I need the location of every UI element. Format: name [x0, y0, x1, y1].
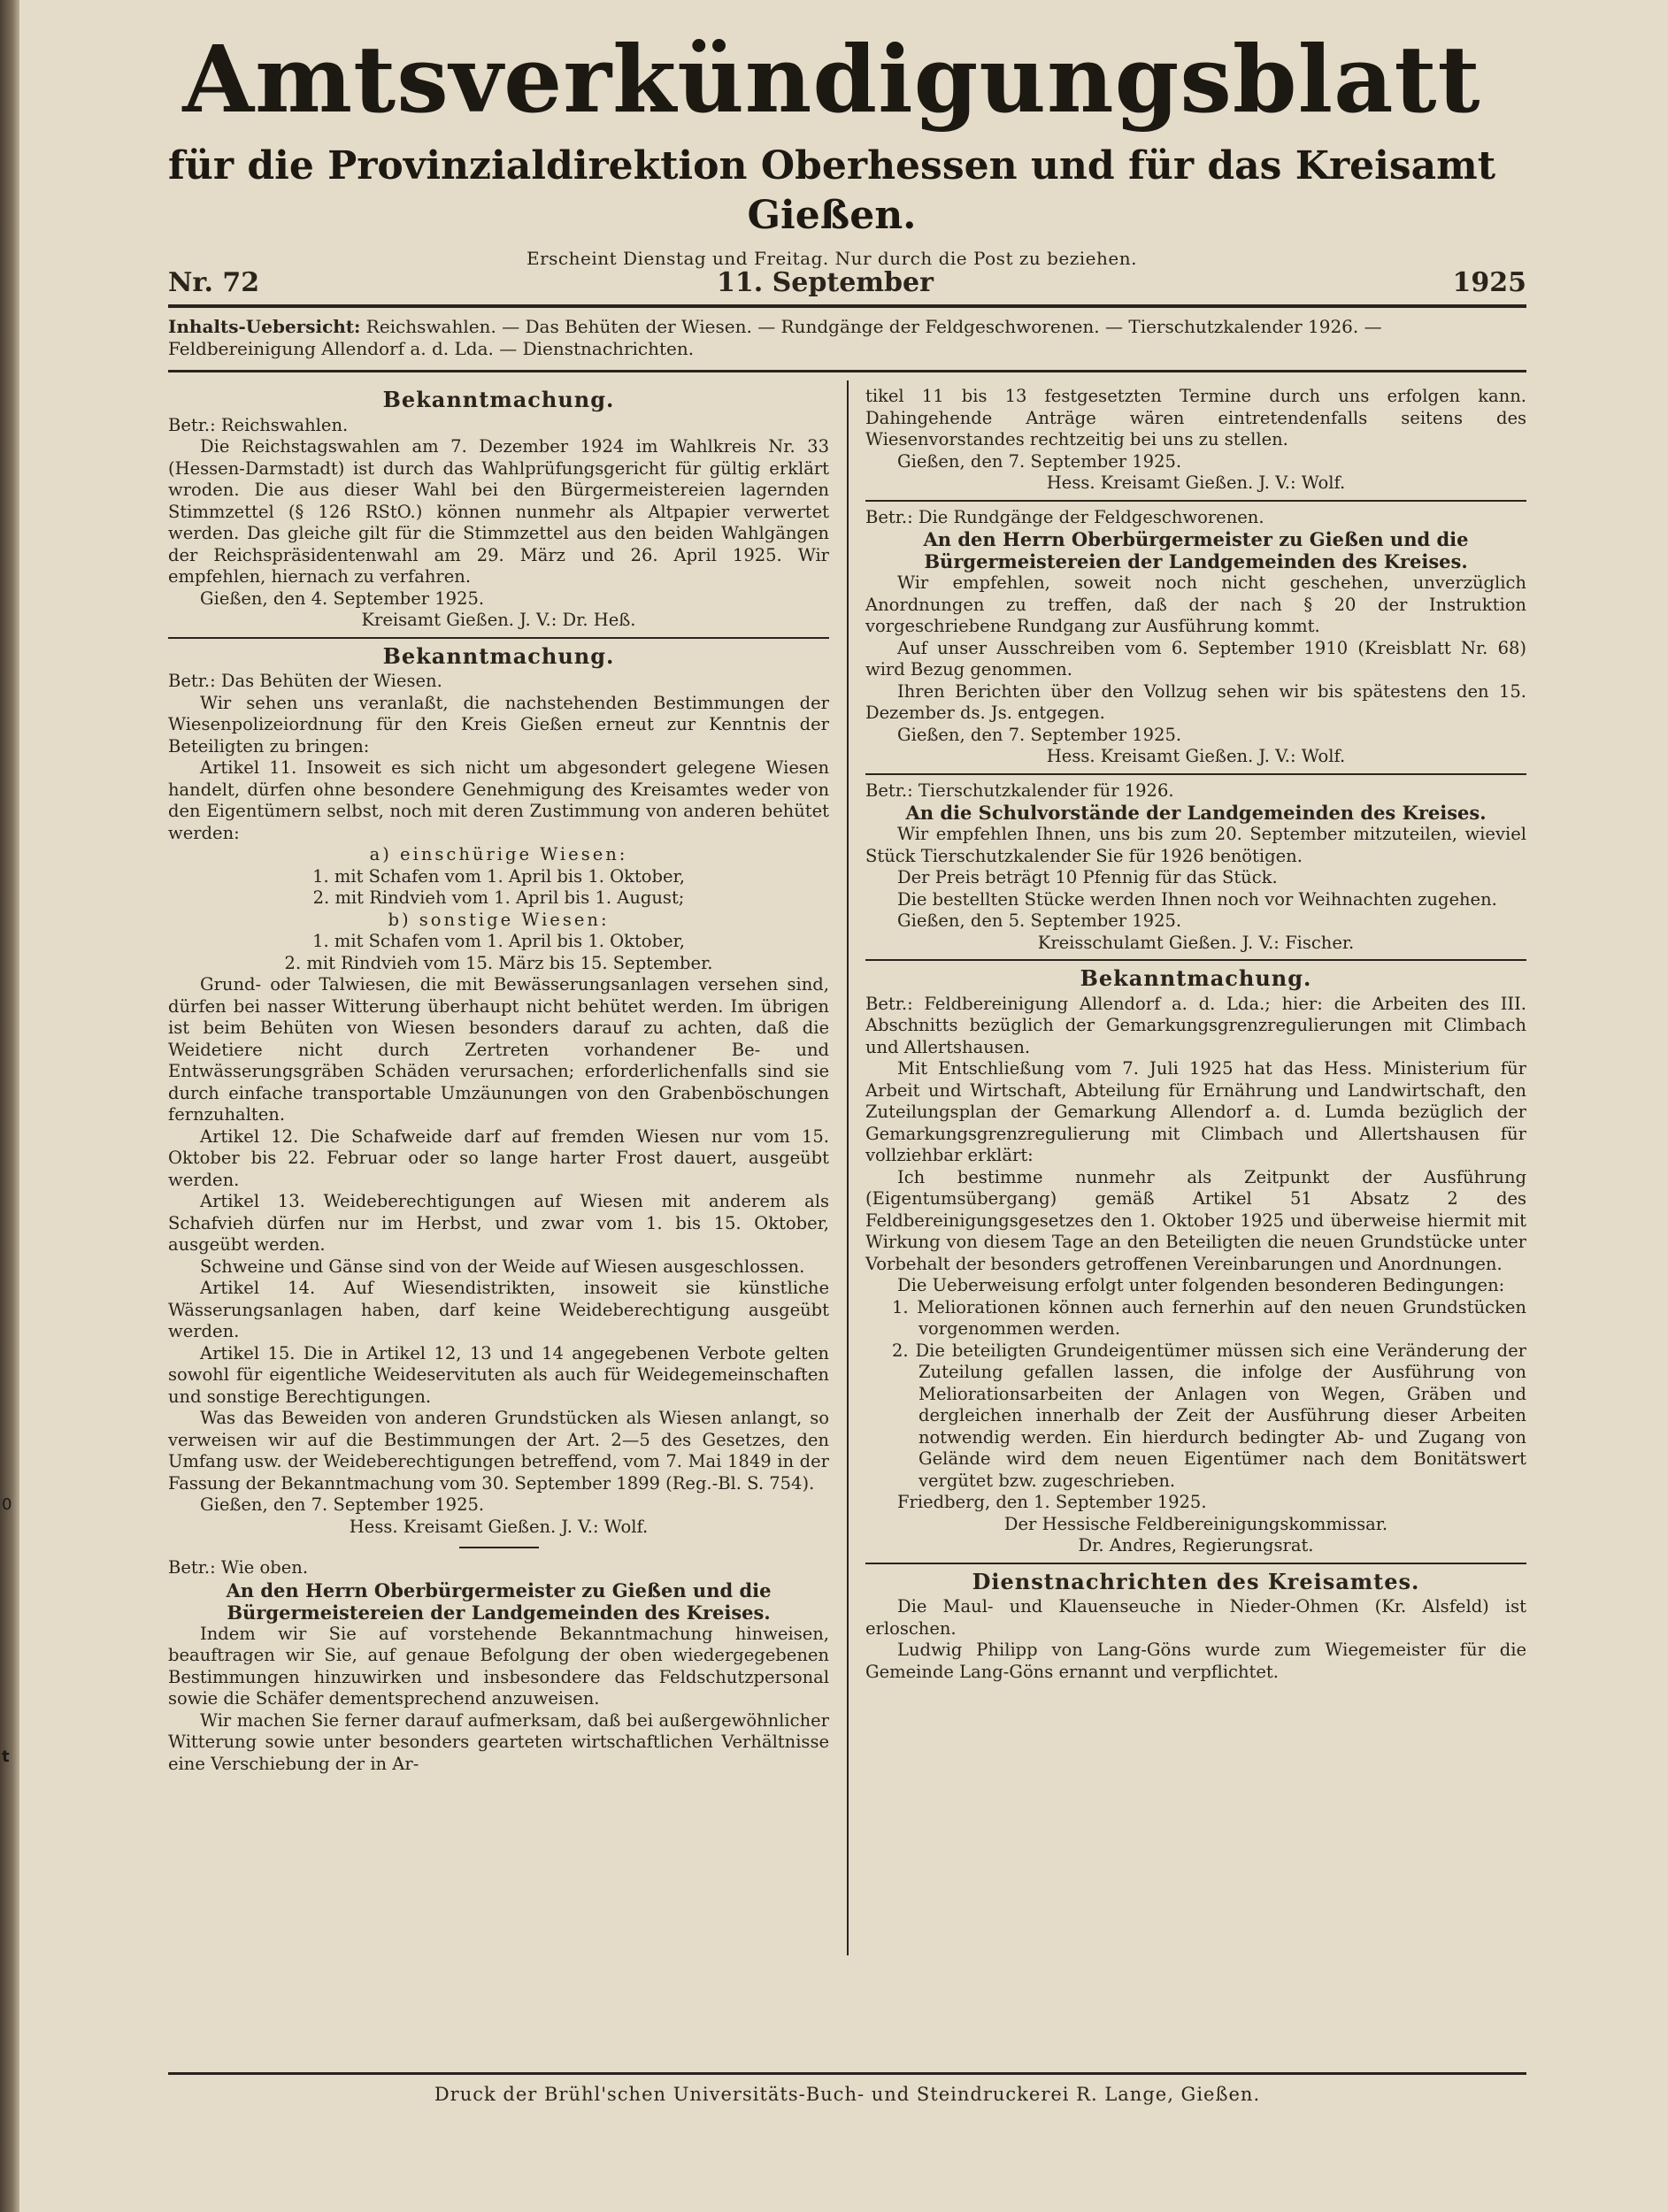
table-of-contents	[168, 316, 1526, 360]
book-spine	[0, 0, 19, 2212]
right-column	[865, 386, 1526, 1683]
paragraph: Der Preis beträgt 10 Pfennig für das Stück.	[897, 867, 1278, 887]
separator	[865, 773, 1526, 775]
newspaper-title: Amtsverkündigungsblatt	[182, 25, 1481, 134]
paragraph: Ihren Berichten über den Vollzug sehen wir bis spätestens den 15. Dezember ds. Js. entgegen.	[865, 680, 1526, 723]
list-item: 2. Die beteiligten Grundeigentümer müssen sich eine Veränderung der Zuteilung gefallen lassen, die infolge der Ausführung von Meliorationsarbeiten der Anlagen von Wegen, Gräben und dergleichen innerhalb der Zeit der Ausführung dieser Arbeiten notwendig werden. Ein hierdurch bedingter Ab- und Zugang von Gelände wird dem neuen Eigentümer nach dem Bonitätswert vergütet bzw. zugeschrieben.	[892, 1340, 1526, 1491]
paragraph: Wir sehen uns veranlaßt, die nachstehenden Bestimmungen der Wiesenpolizeiordnung für den Kreis Gießen erneut zur Kenntnis der Beteiligten zu bringen:	[168, 692, 829, 757]
signature: Dr. Andres, Regierungsrat.	[1078, 1535, 1314, 1555]
addressee: An die Schulvorstände der Landgemeinden des Kreises.	[905, 802, 1487, 824]
paragraph: Artikel 15. Die in Artikel 12, 13 und 14 angegebenen Verbote gelten sowohl für eigentliche Weideservituten als auch für Weidegemeinschaften und sonstige Berechtigungen.	[168, 1342, 829, 1407]
paragraph: Grund- oder Talwiesen, die mit Bewässerungsanlagen versehen sind, dürfen bei nasser Witterung überhaupt nicht behütet werden. Im übrigen ist beim Behüten von Wiesen besonders darauf zu achten, daß die Weidetiere nicht durch Zertreten vorhandener Be- und Entwässerungsgräben Schäden verursachen; erforderlichenfalls sind sie durch einfache transportable Umzäunungen von den Grabenböschungen fernzuhalten.	[168, 974, 829, 1125]
paragraph: Wir empfehlen, soweit noch nicht geschehen, unverzüglich Anordnungen zu treffen, daß der nach § 20 der Instruktion vorgeschriebene Rundgang zur Ausführung kommt.	[865, 572, 1526, 636]
subject-line: Betr.: Feldbereinigung Allendorf a. d. Lda.; hier: die Arbeiten des III. Abschnitts bezüglich der Gemarkungsgrenzregulierungen mit Climbach und Allertshausen.	[865, 993, 1526, 1057]
paragraph: Wir empfehlen Ihnen, uns bis zum 20. September mitzuteilen, wieviel Stück Tierschutzkalender Sie für 1926 benötigen.	[865, 824, 1526, 866]
list-item: 1. mit Schafen vom 1. April bis 1. Oktober,	[312, 931, 685, 951]
announcement-heading: Dienstnachrichten des Kreisamtes.	[972, 1568, 1420, 1594]
issue-line	[168, 267, 1526, 303]
place-date: Gießen, den 7. September 1925.	[897, 450, 1182, 472]
signature: Kreisamt Gießen. J. V.: Dr. Heß.	[361, 610, 636, 630]
announcement-heading: Bekanntmachung.	[382, 642, 615, 669]
rule	[168, 370, 1526, 373]
subject-line: Betr.: Tierschutzkalender für 1926.	[865, 780, 1174, 801]
separator	[865, 500, 1526, 502]
paragraph: Die bestellten Stücke werden Ihnen noch vor Weihnachten zugehen.	[897, 888, 1497, 910]
left-column	[168, 382, 829, 1775]
paragraph: Ich bestimme nunmehr als Zeitpunkt der Ausführung (Eigentumsübergang) gemäß Artikel 51 Absatz 2 des Feldbereinigungsgesetzes den 1. Oktober 1925 und überweise hiermit mit Wirkung von diesem Tage an den Beteiligten die neuen Grundstücke unter Vorbehalt der besonders getroffenen Vereinbarungen und Anordnungen.	[865, 1166, 1526, 1274]
subject-line: Betr.: Die Rundgänge der Feldgeschworenen.	[865, 506, 1264, 527]
list-heading: a) einschürige Wiesen:	[369, 844, 628, 864]
place-date: Gießen, den 4. September 1925.	[200, 588, 485, 609]
subject-line: Betr.: Wie oben.	[168, 1557, 309, 1578]
paragraph: Mit Entschließung vom 7. Juli 1925 hat das Hess. Ministerium für Arbeit und Wirtschaft, Abteilung für Ernährung und Landwirtschaft, den Zuteilungsplan der Gemarkung Allendorf a. d. Lumda bezüglich der Gemarkungsgrenzregulierung mit Climbach und Allertshausen für vollziehbar erklärt:	[865, 1058, 1526, 1165]
place-date: Gießen, den 7. September 1925.	[200, 1494, 485, 1515]
rule	[168, 304, 1526, 308]
column-divider	[847, 380, 849, 1955]
separator	[865, 959, 1526, 961]
addressee: An den Herrn Oberbürgermeister zu Gießen und die Bürgermeistereien der Landgemeinden des Kreises.	[226, 1578, 772, 1624]
announcement-heading: Bekanntmachung.	[1080, 965, 1312, 991]
signature: Hess. Kreisamt Gießen. J. V.: Wolf.	[1046, 472, 1346, 493]
issue-number: Nr. 72	[168, 267, 260, 298]
announcement-heading: Bekanntmachung.	[382, 387, 615, 412]
masthead	[124, 27, 1540, 269]
place-date: Gießen, den 5. September 1925.	[897, 910, 1182, 931]
paragraph: Die Reichstagswahlen am 7. Dezember 1924 im Wahlkreis Nr. 33 (Hessen-Darmstadt) ist durch das Wahlprüfungsgericht für gültig erklärt wroden. Die aus dieser Wahl bei den Bürgermeistereien lagernden Stimmzettel (§ 126 RStO.) können nunmehr als Altpapier verwertet werden. Das gleiche gilt für die Stimmzettel aus den beiden Wahlgängen der Reichspräsidentenwahl am 29. März und 26. April 1925. Wir empfehlen, hiernach zu verfahren.	[168, 436, 829, 587]
paragraph: tikel 11 bis 13 festgesetzten Termine durch uns erfolgen kann. Dahingehende Anträge wären eintretendenfalls seitens des Wiesenvorstandes rechtzeitig bei uns zu stellen.	[865, 386, 1526, 449]
newspaper-subtitle: für die Provinzialdirektion Oberhessen und für das Kreisamt Gießen.	[167, 143, 1496, 238]
paragraph: Auf unser Ausschreiben vom 6. September 1910 (Kreisblatt Nr. 68) wird Bezug genommen.	[865, 637, 1526, 680]
paragraph: Die Ueberweisung erfolgt unter folgenden besonderen Bedingungen:	[897, 1275, 1505, 1295]
signature: Kreisschulamt Gießen. J. V.: Fischer.	[1037, 932, 1355, 953]
place-date: Friedberg, den 1. September 1925.	[897, 1492, 1207, 1512]
toc-label: Inhalts-Uebersicht:	[168, 316, 361, 337]
subject-line: Betr.: Das Behüten der Wiesen.	[168, 671, 442, 691]
rule	[168, 2072, 1526, 2075]
issue-date: 11. September	[717, 267, 934, 298]
issue-year: 1925	[1452, 267, 1526, 298]
list-item: 2. mit Rindvieh vom 15. März bis 15. September.	[284, 952, 713, 973]
printer-imprint: Druck der Brühl'schen Universitäts-Buch- und Steindruckerei R. Lange, Gießen.	[434, 2084, 1261, 2105]
signature: Hess. Kreisamt Gießen. J. V.: Wolf.	[349, 1516, 649, 1537]
paragraph: Artikel 11. Insoweit es sich nicht um abgesondert gelegene Wiesen handelt, dürfen ohne besondere Genehmigung des Kreisamtes weder von den Eigentümern selbst, noch mit deren Zustimmung von anderen behütet werden:	[168, 757, 829, 843]
paragraph: Ludwig Philipp von Lang-Göns wurde zum Wiegemeister für die Gemeinde Lang-Göns ernannt und verpflichtet.	[865, 1640, 1526, 1682]
list-item: 2. mit Rindvieh vom 1. April bis 1. August;	[312, 887, 685, 908]
separator	[168, 637, 829, 639]
paragraph: Artikel 12. Die Schafweide darf auf fremden Wiesen nur vom 15. Oktober bis 22. Februar oder so lange harter Frost dauert, ausgeübt werden.	[168, 1125, 829, 1190]
toc-text: Reichswahlen. — Das Behüten der Wiesen. — Rundgänge der Feldgeschworenen. — Tierschutzkalender 1926. — Feldbereinigung Allendorf a. d. Lda. — Dienstnachrichten.	[168, 316, 1382, 359]
separator	[865, 1563, 1526, 1564]
publication-note: Erscheint Dienstag und Freitag. Nur durch die Post zu beziehen.	[527, 248, 1137, 269]
list-item: 1. Meliorationen können auch fernerhin auf den neuen Grundstücken vorgenommen werden.	[892, 1296, 1526, 1339]
signature: Der Hessische Feldbereinigungskommissar.	[1003, 1513, 1388, 1534]
list-item: 1. mit Schafen vom 1. April bis 1. Oktober,	[312, 865, 685, 887]
place-date: Gießen, den 7. September 1925.	[897, 724, 1182, 745]
edge-mark: t	[2, 1747, 10, 1766]
subject-line: Betr.: Reichswahlen.	[168, 414, 349, 435]
addressee: An den Herrn Oberbürgermeister zu Gießen und die Bürgermeistereien der Landgemeinden des Kreises.	[923, 528, 1469, 572]
signature: Hess. Kreisamt Gießen. J. V.: Wolf.	[1046, 746, 1346, 766]
edge-mark: 0	[2, 1495, 12, 1514]
list-heading: b) sonstige Wiesen:	[388, 909, 610, 930]
paragraph: Artikel 13. Weideberechtigungen auf Wiesen mit anderem als Schafvieh dürfen nur im Herbst, und zwar vom 1. bis 15. Oktober, ausgeübt werden.	[168, 1191, 829, 1255]
paragraph: Schweine und Gänse sind von der Weide auf Wiesen ausgeschlossen.	[200, 1256, 805, 1277]
paragraph: Was das Beweiden von anderen Grundstücken als Wiesen anlangt, so verweisen wir auf die Bestimmungen der Art. 2—5 des Gesetzes, den Umfang usw. der Weideberechtigungen betreffend, vom 7. Mai 1849 in der Fassung der Bekanntmachung vom 30. September 1899 (Reg.-Bl. S. 754).	[168, 1408, 829, 1494]
paragraph: Die Maul- und Klauenseuche in Nieder-Ohmen (Kr. Alsfeld) ist erloschen.	[865, 1596, 1526, 1639]
paragraph: Indem wir Sie auf vorstehende Bekanntmachung hinweisen, beauftragen wir Sie, auf genaue Befolgung der oben wiedergegebenen Bestimmungen hinzuwirken und insbesondere das Feldschutzpersonal sowie die Schäfer dementsprechend anzuweisen.	[168, 1623, 829, 1709]
paragraph: Artikel 14. Auf Wiesendistrikten, insoweit sie künstliche Wässerungsanlagen haben, darf keine Weideberechtigung ausgeübt werden.	[168, 1278, 829, 1341]
short-separator	[459, 1547, 539, 1548]
paragraph: Wir machen Sie ferner darauf aufmerksam, daß bei außergewöhnlicher Witterung sowie unter besonders gearteten wirtschaftlichen Verhältnisse eine Verschiebung der in Ar-	[168, 1709, 829, 1774]
